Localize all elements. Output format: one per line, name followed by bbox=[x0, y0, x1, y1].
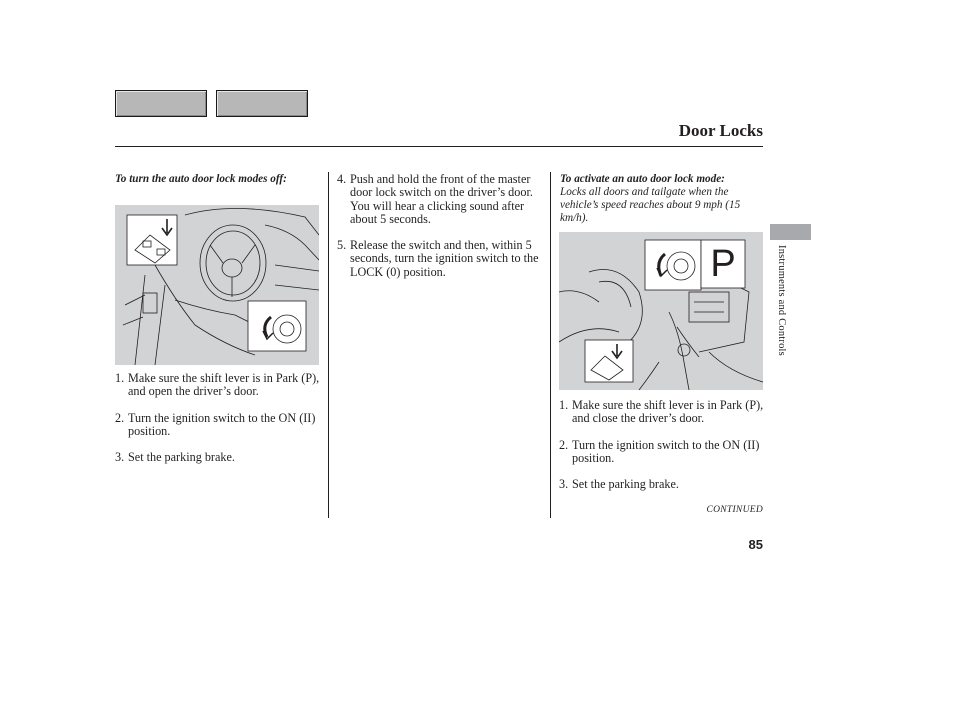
step-number: 3. bbox=[559, 477, 569, 492]
page-number: 85 bbox=[748, 537, 763, 552]
column-divider bbox=[328, 172, 329, 518]
step-text: Turn the ignition switch to the ON (II) position. bbox=[572, 437, 760, 465]
step-text: Make sure the shift lever is in Park (P), and open the driver’s door. bbox=[128, 371, 320, 399]
step-number: 1. bbox=[115, 371, 125, 385]
step-item bbox=[559, 399, 764, 426]
step-text: Make sure the shift lever is in Park (P), and close the driver’s door. bbox=[572, 398, 764, 426]
step-item bbox=[559, 478, 764, 491]
step-item bbox=[115, 412, 323, 439]
column-right bbox=[560, 173, 763, 226]
nav-button-next[interactable] bbox=[216, 90, 308, 117]
step-item bbox=[115, 451, 323, 464]
section-label: Instruments and Controls bbox=[776, 245, 787, 356]
continued-label: CONTINUED bbox=[706, 505, 763, 515]
column-left bbox=[115, 173, 320, 186]
step-item bbox=[337, 173, 539, 226]
nav-button-previous[interactable] bbox=[115, 90, 207, 117]
section-note: Locks all doors and tailgate when the vehicle’s speed reaches about 9 mph (15 km/h). bbox=[560, 186, 741, 225]
page-title: Door Locks bbox=[678, 121, 763, 140]
step-item bbox=[115, 372, 323, 399]
step-number: 2. bbox=[115, 410, 125, 425]
dashboard-illustration bbox=[115, 205, 319, 365]
step-text: Set the parking brake. bbox=[128, 450, 235, 465]
section-heading: To turn the auto door lock modes off: bbox=[115, 173, 287, 185]
step-number: 3. bbox=[115, 450, 125, 465]
column-divider bbox=[550, 172, 551, 518]
step-number: 5. bbox=[337, 238, 347, 253]
step-item bbox=[337, 239, 539, 279]
header-rule bbox=[115, 146, 763, 147]
step-list-middle bbox=[337, 173, 539, 279]
step-list-right bbox=[559, 399, 764, 491]
section-heading: To activate an auto door lock mode: bbox=[560, 173, 725, 185]
step-text: Release the switch and then, within 5 seconds, turn the ignition switch to the LOCK (0) position. bbox=[350, 238, 539, 279]
step-text: Turn the ignition switch to the ON (II) position. bbox=[128, 410, 316, 438]
step-number: 2. bbox=[559, 437, 569, 452]
step-item bbox=[559, 439, 764, 466]
step-list-left bbox=[115, 372, 323, 464]
step-text: Push and hold the front of the master door lock switch on the driver’s door. You will hear a clicking sound after about 5 seconds. bbox=[350, 172, 533, 226]
step-text: Set the parking brake. bbox=[572, 477, 679, 492]
step-number: 4. bbox=[337, 172, 347, 186]
section-tab[interactable] bbox=[770, 224, 811, 240]
step-number: 1. bbox=[559, 398, 569, 412]
park-gear-label: P bbox=[710, 243, 736, 285]
ignition-illustration bbox=[559, 232, 763, 390]
